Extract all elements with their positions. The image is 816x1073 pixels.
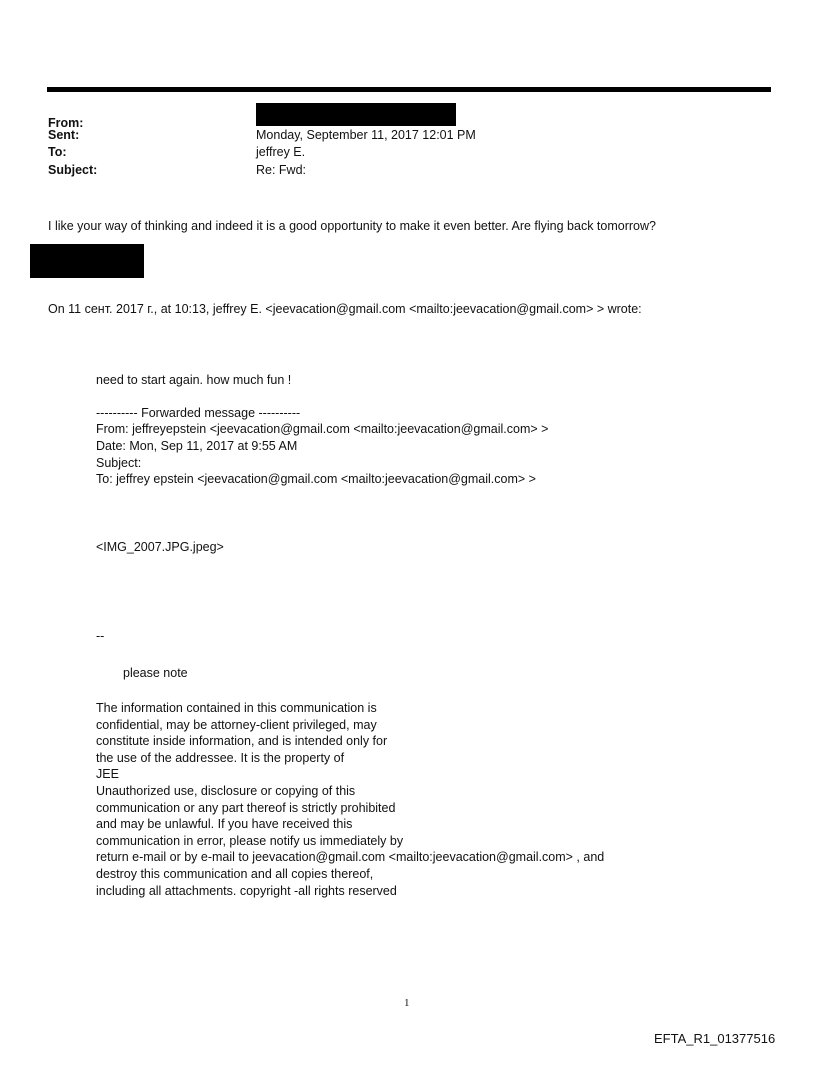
disclaimer-line: constitute inside information, and is intended only for (96, 734, 388, 749)
to-label: To: (48, 145, 67, 159)
signature-separator: -- (96, 629, 105, 643)
disclaimer-line: destroy this communication and all copies thereof, (96, 866, 374, 881)
to-value: jeffrey E. (256, 145, 306, 159)
disclaimer-line: communication in error, please notify us immediately by (96, 833, 404, 848)
disclaimer (96, 700, 604, 899)
forward-to: To: jeffrey epstein <jeevacation@gmail.com <mailto:jeevacation@gmail.com> > (96, 472, 536, 486)
disclaimer-line: and may be unlawful. If you have received this (96, 817, 353, 832)
disclaimer-line: The information contained in this communication is (96, 701, 377, 715)
header-rule (47, 87, 771, 92)
disclaimer-line: including all attachments. copyright -all rights reserved (96, 883, 397, 898)
subject-value: Re: Fwd: (256, 163, 307, 177)
forward-subject: Subject: (96, 456, 142, 470)
document-id: EFTA_R1_01377516 (654, 1031, 776, 1046)
sent-value: Monday, September 11, 2017 12:01 PM (256, 128, 476, 142)
disclaimer-line: the use of the addressee. It is the property of (96, 750, 345, 765)
sent-label: Sent: (48, 128, 80, 142)
disclaimer-line: JEE (96, 767, 119, 782)
disclaimer-line: Unauthorized use, disclosure or copying of this (96, 783, 356, 798)
quote-intro: On 11 сент. 2017 г., at 10:13, jeffrey E. <jeevacation@gmail.com <mailto:jeevacation@gmail.com> > wrote: (48, 302, 642, 316)
please-note: please note (123, 666, 188, 680)
quoted-message: need to start again. how much fun ! (96, 373, 292, 387)
disclaimer-line: confidential, may be attorney-client privileged, may (96, 717, 377, 732)
reply-text: I like your way of thinking and indeed it is a good opportunity to make it even better. Are flying back tomorrow? (48, 219, 656, 233)
forward-header: ---------- Forwarded message ---------- (96, 406, 301, 420)
redaction-signature (30, 244, 144, 278)
forward-from: From: jeffreyepstein <jeevacation@gmail.com <mailto:jeevacation@gmail.com> > (96, 422, 549, 436)
page-number: 1 (404, 997, 410, 1009)
disclaimer-line: communication or any part thereof is strictly prohibited (96, 800, 396, 815)
from-label: From: (48, 116, 84, 130)
subject-label: Subject: (48, 163, 98, 177)
disclaimer-line: return e-mail or by e-mail to jeevacation@gmail.com <mailto:jeevacation@gmail.com> , and (96, 850, 605, 865)
redaction-from (256, 103, 456, 126)
forward-date: Date: Mon, Sep 11, 2017 at 9:55 AM (96, 439, 298, 453)
attachment-name: <IMG_2007.JPG.jpeg> (96, 540, 224, 554)
